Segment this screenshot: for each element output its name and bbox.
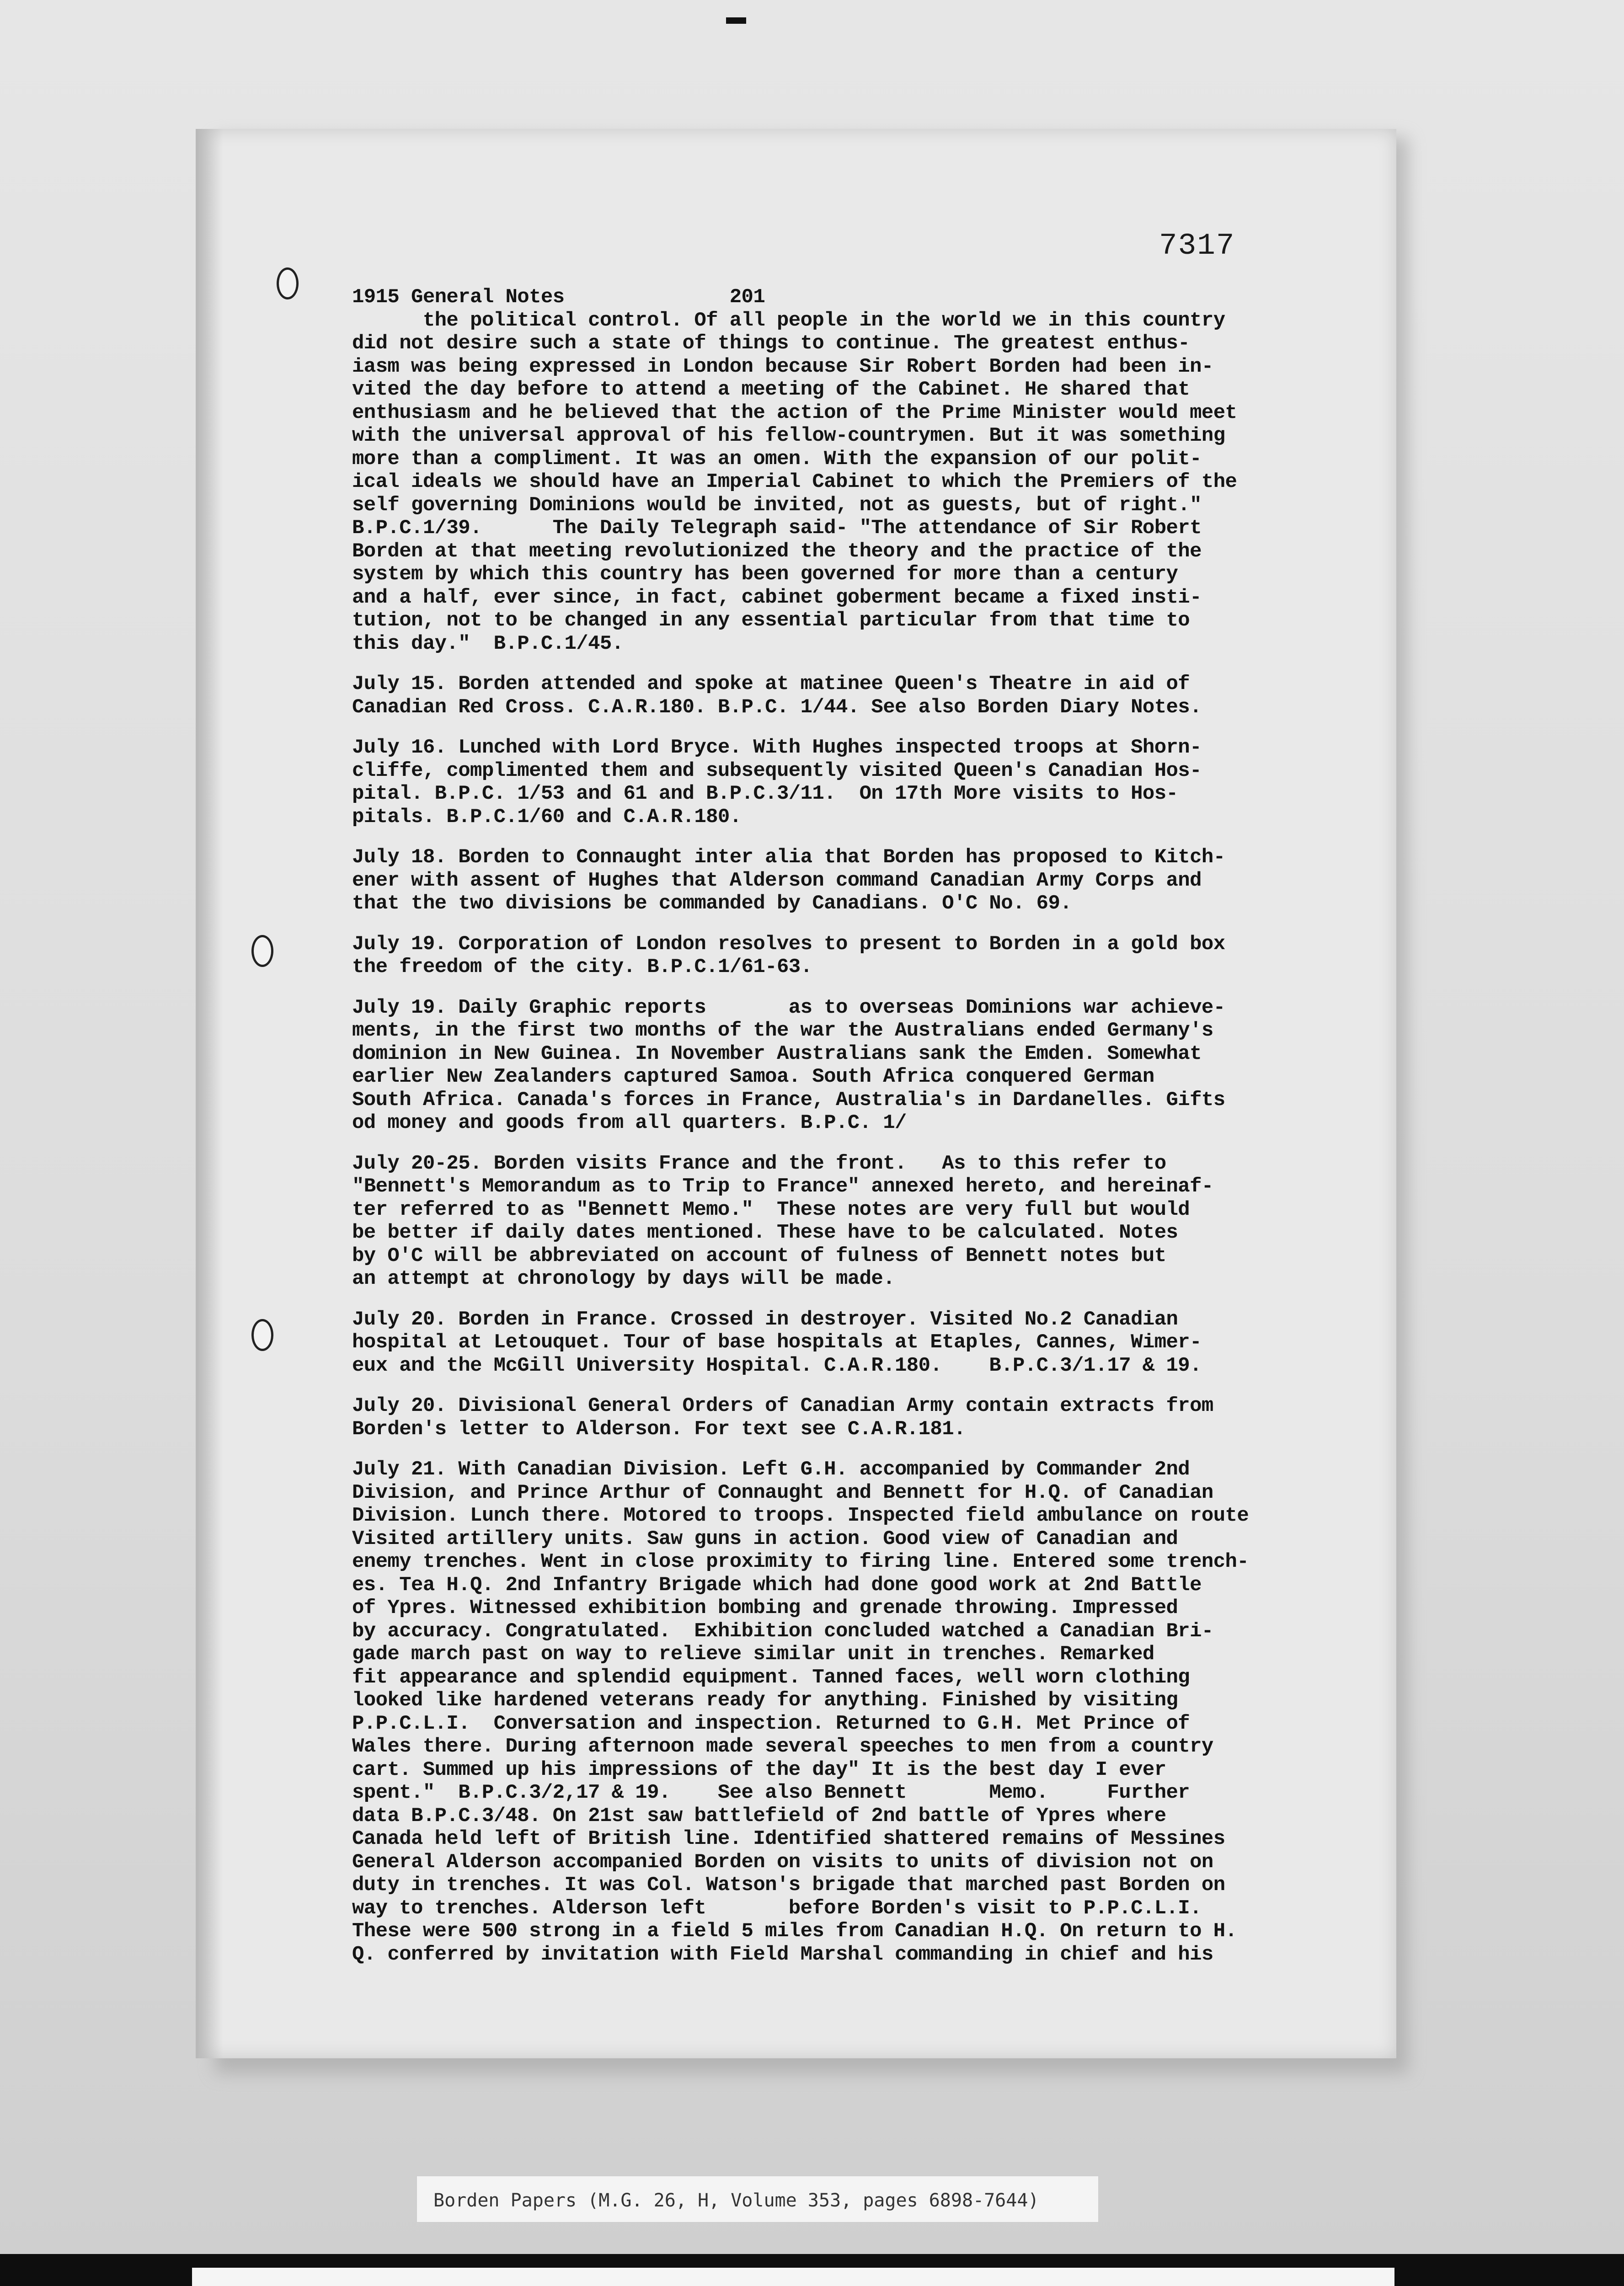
text-line: system by which this country has been governed for more than a century <box>352 563 1178 586</box>
text-line: by accuracy. Congratulated. Exhibition concluded watched a Canadian Bri- <box>352 1619 1213 1643</box>
page-header-line: 1915 General Notes 201 <box>352 286 765 309</box>
text-line: Q. conferred by invitation with Field Marshal commanding in chief and his <box>352 1943 1213 1966</box>
text-line: that the two divisions be commanded by Canadians. O'C No. 69. <box>352 892 1072 915</box>
text-line: July 21. With Canadian Division. Left G.H. accompanied by Commander 2nd <box>352 1458 1190 1481</box>
typewritten-text <box>352 286 1404 1966</box>
punch-hole <box>251 935 273 967</box>
text-line: be better if daily dates mentioned. These have to be calculated. Notes <box>352 1221 1178 1244</box>
text-line: self governing Dominions would be invited, not as guests, but of right." <box>352 493 1202 517</box>
punch-hole <box>251 1319 273 1351</box>
text-line: eux and the McGill University Hospital. C.A.R.180. B.P.C.3/1.17 & 19. <box>352 1354 1202 1377</box>
text-line: July 20-25. Borden visits France and the front. As to this refer to <box>352 1152 1166 1175</box>
text-line: ments, in the first two months of the war the Australians ended Germany's <box>352 1019 1213 1042</box>
text-line: data B.P.C.3/48. On 21st saw battlefield of 2nd battle of Ypres where <box>352 1804 1166 1827</box>
text-line: Division, and Prince Arthur of Connaught and Bennett for H.Q. of Canadian <box>352 1481 1213 1504</box>
text-line: vited the day before to attend a meeting of the Cabinet. He shared that <box>352 378 1190 401</box>
text-line: Canada held left of British line. Identified shattered remains of Messines <box>352 1827 1225 1850</box>
text-line: enthusiasm and he believed that the action of the Prime Minister would meet <box>352 401 1237 424</box>
text-line: of Ypres. Witnessed exhibition bombing and grenade throwing. Impressed <box>352 1597 1178 1619</box>
text-line: ter referred to as "Bennett Memo." These notes are very full but would <box>352 1198 1190 1221</box>
text-line: duty in trenches. It was Col. Watson's brigade that marched past Borden on <box>352 1874 1225 1896</box>
text-line: dominion in New Guinea. In November Australians sank the Emden. Somewhat <box>352 1042 1202 1065</box>
text-line: fit appearance and splendid equipment. Tanned faces, well worn clothing <box>352 1666 1190 1689</box>
text-line: Division. Lunch there. Motored to troops. Inspected field ambulance on route <box>352 1504 1249 1527</box>
text-line: iasm was being expressed in London because Sir Robert Borden had been in- <box>352 355 1213 378</box>
text-line: looked like hardened veterans ready for anything. Finished by visiting <box>352 1689 1178 1712</box>
text-line: Borden's letter to Alderson. For text see C.A.R.181. <box>352 1417 966 1441</box>
text-line: General Alderson accompanied Borden on visits to units of division not on <box>352 1850 1213 1874</box>
text-line: pital. B.P.C. 1/53 and 61 and B.P.C.3/11. On 17th More visits to Hos- <box>352 782 1178 805</box>
citation-label: Borden Papers (M.G. 26, H, Volume 353, pages 6898-7644) <box>433 2190 1039 2211</box>
text-line: hospital at Letouquet. Tour of base hospitals at Etaples, Cannes, Wimer- <box>352 1331 1202 1354</box>
text-line: spent." B.P.C.3/2,17 & 19. See also Bennett Memo. Further <box>352 1781 1190 1804</box>
text-line: Visited artillery units. Saw guns in action. Good view of Canadian and <box>352 1527 1178 1550</box>
punch-hole <box>277 267 299 299</box>
text-line: B.P.C.1/39. The Daily Telegraph said- "The attendance of Sir Robert <box>352 517 1202 539</box>
text-line: and a half, ever since, in fact, cabinet goberment became a fixed insti- <box>352 586 1202 609</box>
text-line: July 15. Borden attended and spoke at matinee Queen's Theatre in aid of <box>352 673 1190 695</box>
text-line: tution, not to be changed in any essential particular from that time to <box>352 609 1190 632</box>
text-line: cart. Summed up his impressions of the day" It is the best day I ever <box>352 1758 1166 1781</box>
text-line: Wales there. During afternoon made several speeches to men from a country <box>352 1735 1213 1758</box>
text-line: Canadian Red Cross. C.A.R.180. B.P.C. 1/44. See also Borden Diary Notes. <box>352 695 1202 719</box>
text-line: ener with assent of Hughes that Alderson command Canadian Army Corps and <box>352 869 1202 892</box>
text-line: July 19. Daily Graphic reports as to overseas Dominions war achieve- <box>352 996 1225 1019</box>
text-line: the political control. Of all people in the world we in this country <box>352 309 1225 332</box>
text-line: pitals. B.P.C.1/60 and C.A.R.180. <box>352 805 742 828</box>
text-line: with the universal approval of his fellow-countrymen. But it was something <box>352 424 1225 447</box>
archive-card <box>192 2268 1394 2286</box>
text-line: gade march past on way to relieve similar unit in trenches. Remarked <box>352 1643 1154 1666</box>
text-line: the freedom of the city. B.P.C.1/61-63. <box>352 956 812 978</box>
text-line: od money and goods from all quarters. B.P.C. 1/ <box>352 1111 907 1134</box>
text-line: July 18. Borden to Connaught inter alia that Borden has proposed to Kitch- <box>352 846 1225 869</box>
text-line: P.P.C.L.I. Conversation and inspection. Returned to G.H. Met Prince of <box>352 1712 1190 1735</box>
text-line: These were 500 strong in a field 5 miles from Canadian H.Q. On return to H. <box>352 1920 1237 1943</box>
text-line: did not desire such a state of things to continue. The greatest enthus- <box>352 332 1190 355</box>
text-line: more than a compliment. It was an omen. With the expansion of our polit- <box>352 447 1202 470</box>
text-line: an attempt at chronology by days will be made. <box>352 1267 895 1290</box>
page-number: 7317 <box>1159 229 1235 263</box>
text-line: way to trenches. Alderson left before Borden's visit to P.P.C.L.I. <box>352 1896 1202 1920</box>
text-line: es. Tea H.Q. 2nd Infantry Brigade which had done good work at 2nd Battle <box>352 1573 1202 1597</box>
text-line: July 20. Divisional General Orders of Canadian Army contain extracts from <box>352 1394 1213 1417</box>
text-line: Borden at that meeting revolutionized the theory and the practice of the <box>352 539 1202 563</box>
text-line: cliffe, complimented them and subsequently visited Queen's Canadian Hos- <box>352 759 1202 782</box>
page-fold <box>196 129 223 2058</box>
text-line: July 16. Lunched with Lord Bryce. With Hughes inspected troops at Shorn- <box>352 736 1202 759</box>
text-line: ical ideals we should have an Imperial Cabinet to which the Premiers of the <box>352 470 1237 493</box>
text-line: "Bennett's Memorandum as to Trip to France" annexed hereto, and hereinaf- <box>352 1175 1213 1198</box>
text-line: July 20. Borden in France. Crossed in destroyer. Visited No.2 Canadian <box>352 1308 1178 1331</box>
text-line: July 19. Corporation of London resolves to present to Borden in a gold box <box>352 932 1225 956</box>
frame-mark <box>726 17 746 24</box>
text-line: South Africa. Canada's forces in France, Australia's in Dardanelles. Gifts <box>352 1088 1225 1111</box>
text-line: this day." B.P.C.1/45. <box>352 632 624 655</box>
text-line: earlier New Zealanders captured Samoa. South Africa conquered German <box>352 1065 1154 1088</box>
text-line: by O'C will be abbreviated on account of fulness of Bennett notes but <box>352 1244 1166 1267</box>
text-line: enemy trenches. Went in close proximity to firing line. Entered some trench- <box>352 1550 1249 1573</box>
